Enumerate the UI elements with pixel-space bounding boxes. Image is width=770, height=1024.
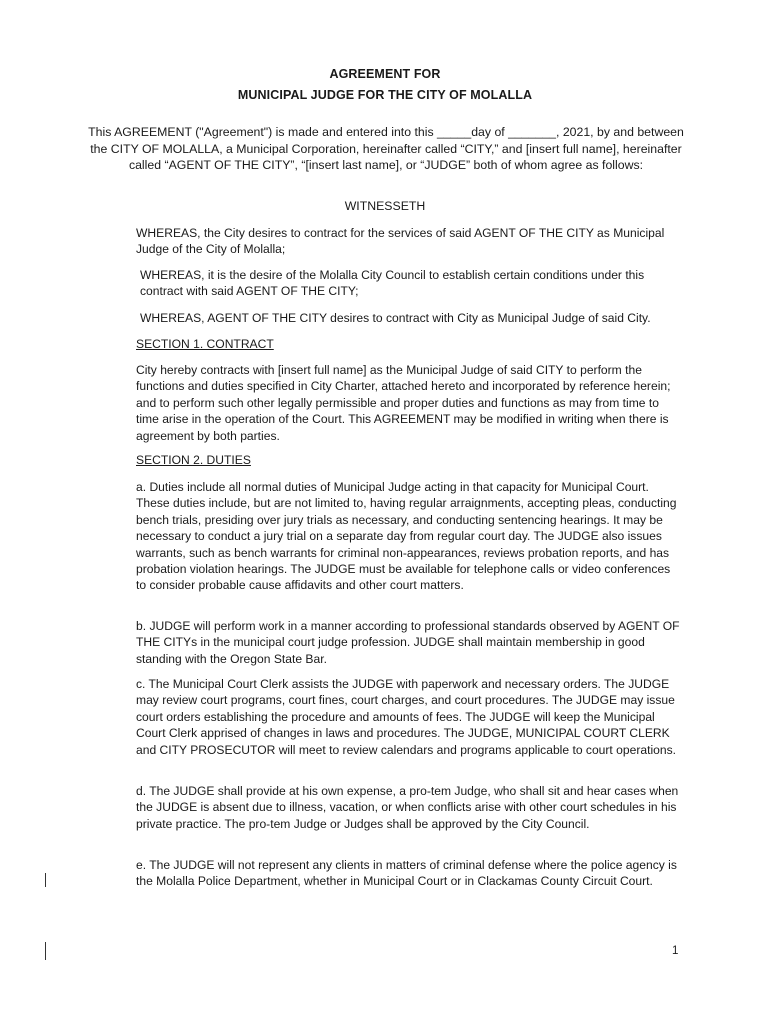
duty-e-paragraph: e. The JUDGE will not represent any clients in matters of criminal defense where the police agency is the Molalla Police Department, whether in Municipal Court or in Clackamas County Circuit Court. [136, 858, 677, 889]
revision-change-bar [45, 942, 46, 960]
title-line-1: AGREEMENT FOR [329, 67, 441, 81]
whereas-paragraph-2: WHEREAS, it is the desire of the Molalla City Council to establish certain conditions under this contract with said AGENT OF THE CITY; [140, 268, 645, 299]
duty-a-paragraph: a. Duties include all normal duties of Municipal Judge acting in that capacity for Municipal Court. These duties include, but are not limited to, having regular arraignments, accepting pleas, conducting bench trials, presiding over jury trials as necessary, and conducting sentencing hearings. It may be necessary to conduct a jury trial on a separate day from regular court day. The JUDGE also issues warrants, such as bench warrants for criminal non-appearances, reviews probation reports, and has probation violation hearings. The JUDGE must be available for telephone calls or video conferences to consider probable cause affidavits and other court matters. [136, 480, 677, 593]
section-2-heading: SECTION 2. DUTIES [136, 453, 251, 467]
whereas-paragraph-3: WHEREAS, AGENT OF THE CITY desires to contract with City as Municipal Judge of said City. [140, 311, 651, 325]
intro-paragraph: This AGREEMENT ("Agreement") is made and entered into this _____day of _______, 2021, by and between the CITY OF MOLALLA, a Municipal Corporation, hereinafter called “CITY,” and [insert full name], hereinafter called “AGENT OF THE CITY”, “[insert last name], or “JUDGE” both of whom agree as follows: [88, 125, 684, 172]
duty-c-paragraph: c. The Municipal Court Clerk assists the JUDGE with paperwork and necessary orders. The JUDGE may review court programs, court fines, court charges, and court procedures. The JUDGE may issue court orders establishing the procedure and amounts of fees. The JUDGE will keep the Municipal Court Clerk apprised of changes in laws and procedures. The JUDGE, MUNICIPAL COURT CLERK and CITY PROSECUTOR will meet to review calendars and programs applicable to court operations. [136, 677, 676, 757]
witnesseth-heading: WITNESSETH [344, 199, 426, 213]
section-1-heading: SECTION 1. CONTRACT [136, 337, 274, 351]
title-line-2: MUNICIPAL JUDGE FOR THE CITY OF MOLALLA [237, 88, 533, 102]
section-1-text: City hereby contracts with [insert full name] as the Municipal Judge of said CITY to perform the functions and duties specified in City Charter, attached hereto and incorporated by reference herein; and to perform such other legally permissible and proper duties and functions as may from time to time arise in the operation of the Court. This AGREEMENT may be modified in writing when there is agreement by both parties. [136, 363, 671, 443]
page-number: 1 [672, 945, 679, 957]
revision-change-bar [45, 873, 46, 887]
duty-d-paragraph: d. The JUDGE shall provide at his own expense, a pro-tem Judge, who shall sit and hear cases when the JUDGE is absent due to illness, vacation, or when conflicts arise with other court schedules in his private practice. The pro-tem Judge or Judges shall be approved by the City Council. [136, 784, 679, 831]
whereas-paragraph-1: WHEREAS, the City desires to contract for the services of said AGENT OF THE CITY as Municipal Judge of the City of Molalla; [136, 226, 665, 257]
duty-b-paragraph: b. JUDGE will perform work in a manner according to professional standards observed by AGENT OF THE CITYs in the municipal court judge profession. JUDGE shall maintain membership in good standing with the Oregon State Bar. [136, 619, 680, 666]
